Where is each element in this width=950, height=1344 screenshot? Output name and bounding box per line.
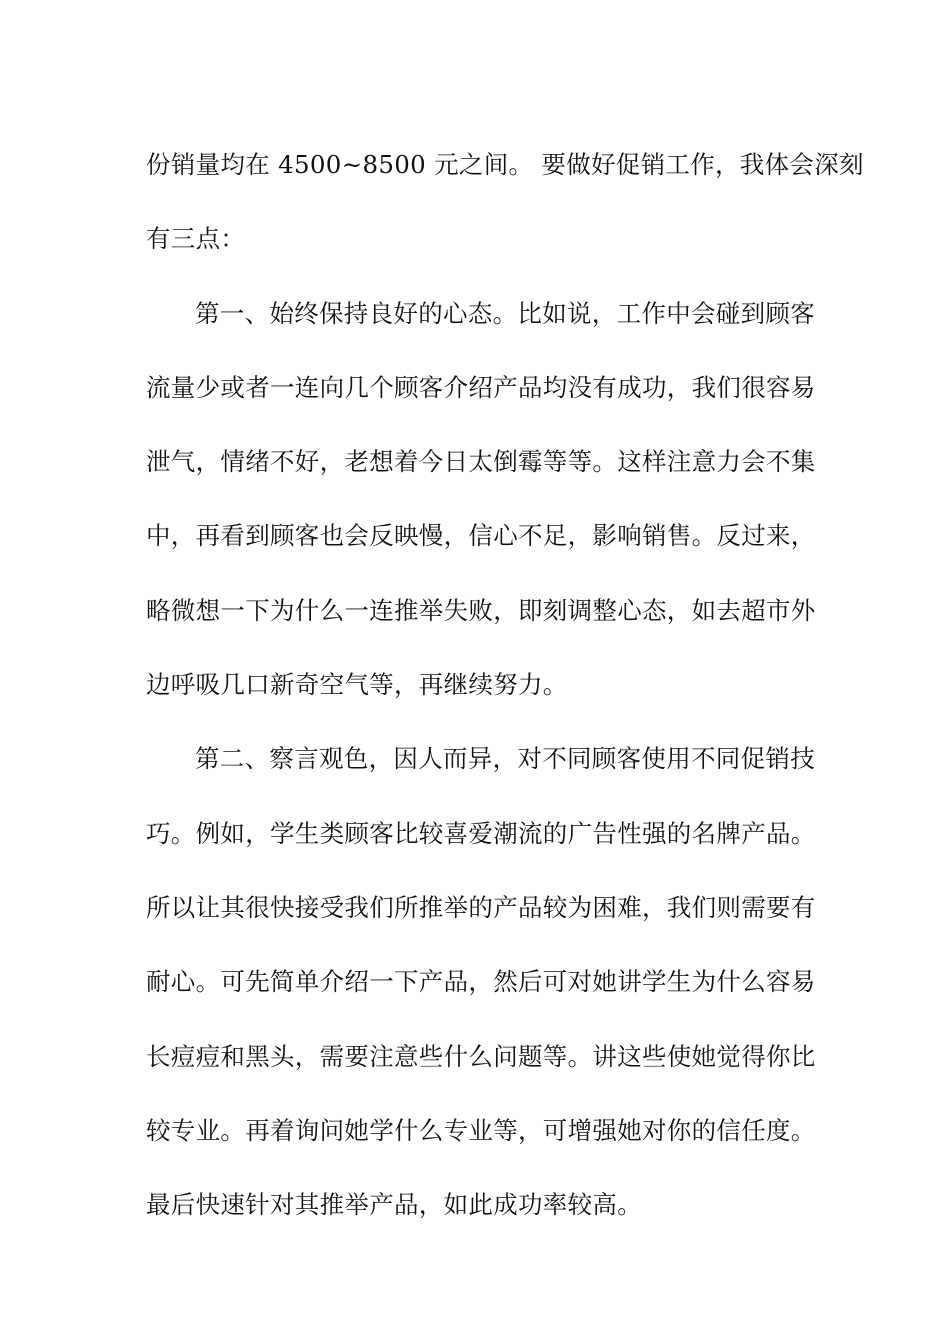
text-line: 长痘痘和黑头，需要注意些什么问题等。讲这些使她觉得你比 — [146, 1041, 816, 1071]
text-line: 中，再看到顾客也会反映慢，信心不足，影响销售。反过来， — [146, 521, 816, 551]
text-line: 流量少或者一连向几个顾客介绍产品均没有成功，我们很容易 — [146, 372, 816, 402]
text-line: 所以让其很快接受我们所推举的产品较为困难，我们则需要有 — [146, 892, 816, 922]
paragraph-first-line: 第二、察言观色，因人而异，对不同顾客使用不同促销技 — [195, 744, 815, 774]
text-line: 份销量均在 4500~8500 元之间。 要做好促销工作，我体会深刻 — [146, 150, 864, 179]
text-line: 泄气，情绪不好，老想着今日太倒霉等等。这样注意力会不集 — [146, 447, 816, 477]
text-line: 巧。例如，学生类顾客比较喜爱潮流的广告性强的名牌产品。 — [146, 818, 816, 848]
text-line: 边呼吸几口新奇空气等，再继续努力。 — [146, 670, 568, 700]
text-line: 耐心。可先简单介绍一下产品，然后可对她讲学生为什么容易 — [146, 967, 816, 997]
document-body — [146, 128, 864, 1242]
paragraph-first-line: 第一、始终保持良好的心态。比如说，工作中会碰到顾客 — [195, 298, 815, 328]
text-line: 较专业。再着询问她学什么专业等，可增强她对你的信任度。 — [146, 1115, 816, 1145]
text-line: 有三点： — [146, 224, 246, 254]
text-line: 略微想一下为什么一连推举失败，即刻调整心态，如去超市外 — [146, 595, 816, 625]
text-line: 最后快速针对其推举产品，如此成功率较高。 — [146, 1190, 642, 1220]
